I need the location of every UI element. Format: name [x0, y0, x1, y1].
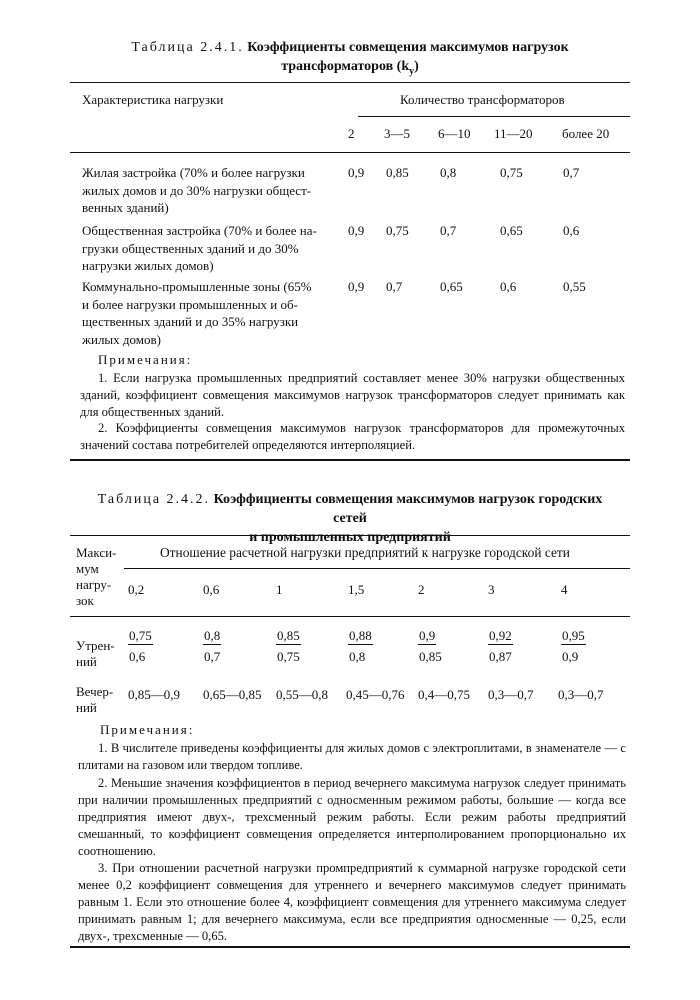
table2-evening-cell: 0,3—0,7: [558, 687, 604, 702]
table1-title: [70, 38, 630, 81]
table2-morning-cell: [348, 628, 373, 665]
table1-cell: 0,75: [500, 165, 523, 180]
table1-row3-line1: Коммунально-промышленные зоны (65%: [82, 279, 312, 294]
table2-row-header-line4: зок: [76, 593, 94, 608]
fraction-denominator: 0,87: [489, 649, 512, 664]
table1-title-line2: трансформаторов (k: [281, 59, 410, 74]
table2-note-1: 1. В числителе приведены коэффициенты для жилых домов с электроплитами, в знаменателе — с плитами на газовом или твердом топливе.: [78, 741, 626, 772]
table1-count-2: 6—10: [438, 126, 471, 141]
table2-morning-cell: [203, 628, 221, 665]
table2-evening-cell: 0,65—0,85: [203, 687, 262, 702]
table2-note-2: 2. Меньшие значения коэффициентов в период вечернего максимума нагрузок следует принимать при наличии промышленных предприятий с односменным режимом работы, большие — когда все предприятия имеют двух-, трехсменный режим работы. Если режим работы предприятий смешанный, то коэффициент совмещения определяется интерполированием пропорционально их соотношению.: [78, 776, 626, 858]
table2-row-header-line3: нагру-: [76, 577, 112, 592]
table2-evening-cell: 0,45—0,76: [346, 687, 405, 702]
table1-cell: 0,7: [563, 165, 580, 180]
table1-cell: 0,75: [386, 223, 409, 238]
table2-title: [80, 490, 620, 547]
table2-ratio-2: 1: [276, 582, 283, 597]
table2-ratio-4: 2: [418, 582, 425, 597]
table1-row2-line3: нагрузки жилых домов): [82, 258, 214, 273]
table1-cell: 0,65: [440, 279, 463, 294]
table1-note-2: 2. Коэффициенты совмещения максимумов нагрузок трансформаторов для промежуточных значений состава потребителей определяются интерполяцией.: [80, 421, 625, 452]
fraction-denominator: 0,85: [419, 649, 442, 664]
table2-header-subrule: [124, 568, 630, 569]
table2-row-header: [76, 545, 126, 609]
table2-morning-cell: [418, 628, 443, 665]
fraction-denominator: 0,8: [349, 649, 366, 664]
table2-col-header: Отношение расчетной нагрузки предприятий к нагрузке городской сети: [160, 545, 570, 560]
table1-row1-line3: венных зданий): [82, 200, 169, 215]
table2-bottom-rule: [70, 946, 630, 948]
table1-top-rule: [70, 82, 630, 83]
table1-row-label: [82, 222, 354, 275]
table2-top-rule: [70, 535, 630, 536]
table1-row2-line1: Общественная застройка (70% и более на-: [82, 223, 317, 238]
table1-title-main: Коэффициенты совмещения максимумов нагрузок: [247, 40, 569, 55]
table1-title-sub: у: [409, 65, 415, 77]
table2-ratio-5: 3: [488, 582, 495, 597]
table1-count-0: 2: [348, 126, 355, 141]
table2-evening-label-line2: ний: [76, 700, 97, 715]
table2-ratio-0: 0,2: [128, 582, 145, 597]
table1-row-label: [82, 164, 354, 217]
table1-cell: 0,9: [348, 165, 365, 180]
table2-header-bottom-rule: [70, 616, 630, 617]
fraction-numerator: 0,95: [562, 628, 585, 643]
table1-title-close: ): [414, 59, 419, 74]
table2-morning-label: [76, 638, 126, 670]
table1-row3-line2: и более нагрузки промышленных и об-: [82, 296, 298, 312]
table1-cell: 0,9: [348, 223, 365, 238]
table1-header-subrule: [358, 116, 630, 117]
table2-ratio-3: 1,5: [348, 582, 365, 597]
table2-ratio-6: 4: [561, 582, 568, 597]
table2-number: Таблица 2.4.2.: [97, 492, 211, 507]
table1-cell: 0,6: [563, 223, 580, 238]
table2-morning-cell: [276, 628, 301, 665]
table1-cell: 0,7: [440, 223, 457, 238]
table2-morning-label-line1: Утрен-: [76, 638, 115, 653]
table2-row-header-line1: Макси-: [76, 545, 117, 560]
fraction-numerator: 0,92: [489, 628, 512, 643]
table2-ratio-1: 0,6: [203, 582, 220, 597]
table1-cell: 0,85: [386, 165, 409, 180]
table2-morning-cell: [488, 628, 513, 665]
table2-morning-cell: [561, 628, 586, 665]
table1-row1-line2: жилых домов и до 30% нагрузки общест-: [82, 182, 312, 198]
table1-note-1: 1. Если нагрузка промышленных предприятий составляет менее 30% нагрузки общественных зданий, коэффициент совмещения максимумов нагрузок трансформаторов следует принимать как для общественных зданий.: [80, 371, 625, 419]
table1-row3-line3: щественных зданий и до 35% нагрузки: [82, 314, 299, 329]
table1-cell: 0,9: [348, 279, 365, 294]
table2-evening-cell: 0,85—0,9: [128, 687, 180, 702]
table1-header-bottom-rule: [70, 152, 630, 153]
fraction-denominator: 0,6: [129, 649, 146, 664]
table1-count-3: 11—20: [494, 126, 533, 141]
table2-morning-cell: [128, 628, 153, 665]
fraction-denominator: 0,9: [562, 649, 579, 664]
table1-header-load: Характеристика нагрузки: [82, 92, 224, 107]
fraction-denominator: 0,7: [204, 649, 221, 664]
table2-evening-cell: 0,3—0,7: [488, 687, 534, 702]
table1-number: Таблица 2.4.1.: [131, 40, 244, 55]
table2-notes-heading: Примечания:: [100, 722, 195, 737]
table2-evening-cell: 0,4—0,75: [418, 687, 470, 702]
table1-count-1: 3—5: [384, 126, 410, 141]
table2-title-main: Коэффициенты совмещения максимумов нагрузок городских сетей: [213, 492, 603, 526]
fraction-numerator: 0,8: [204, 628, 221, 643]
table2-note-3: 3. При отношении расчетной нагрузки промпредприятий к суммарной нагрузке городской сети менее 0,2 коэффициент совмещения для утреннего и вечернего максимумов следует принимать равным 1. Если это отношение более 4, коэффициент совмещения для утреннего максимума следует принимать равным 1; для вечернего максимума, если все предприятия односменные — 0,25, если двух-, трехсменные — 0,65.: [78, 861, 626, 943]
fraction-numerator: 0,85: [277, 628, 300, 643]
table2-morning-label-line2: ний: [76, 654, 97, 669]
table2-evening-cell: 0,55—0,8: [276, 687, 328, 702]
table1-count-4: более 20: [562, 126, 610, 141]
table2-evening-label-line1: Вечер-: [76, 684, 114, 699]
fraction-numerator: 0,75: [129, 628, 152, 643]
table1-cell: 0,7: [386, 279, 403, 294]
fraction-denominator: 0,75: [277, 649, 300, 664]
table1-cell: 0,55: [563, 279, 586, 294]
fraction-numerator: 0,9: [419, 628, 436, 643]
table1-row1-line1: Жилая застройка (70% и более нагрузки: [82, 165, 305, 180]
table1-bottom-rule: [70, 459, 630, 461]
table2-evening-label: [76, 684, 126, 716]
table1-row2-line2: грузки общественных зданий и до 30%: [82, 240, 299, 256]
table2-title-line2: и промышленных предприятий: [249, 530, 451, 545]
table1-cell: 0,6: [500, 279, 517, 294]
table1-cell: 0,8: [440, 165, 457, 180]
table1-notes-heading: Примечания:: [98, 352, 193, 367]
table1-cell: 0,65: [500, 223, 523, 238]
table1-row3-line4: жилых домов): [82, 331, 161, 347]
table2-row-header-line2: мум: [76, 561, 99, 576]
fraction-numerator: 0,88: [349, 628, 372, 643]
table1-header-count: Количество трансформаторов: [400, 92, 565, 107]
table1-row-label: [82, 278, 354, 348]
